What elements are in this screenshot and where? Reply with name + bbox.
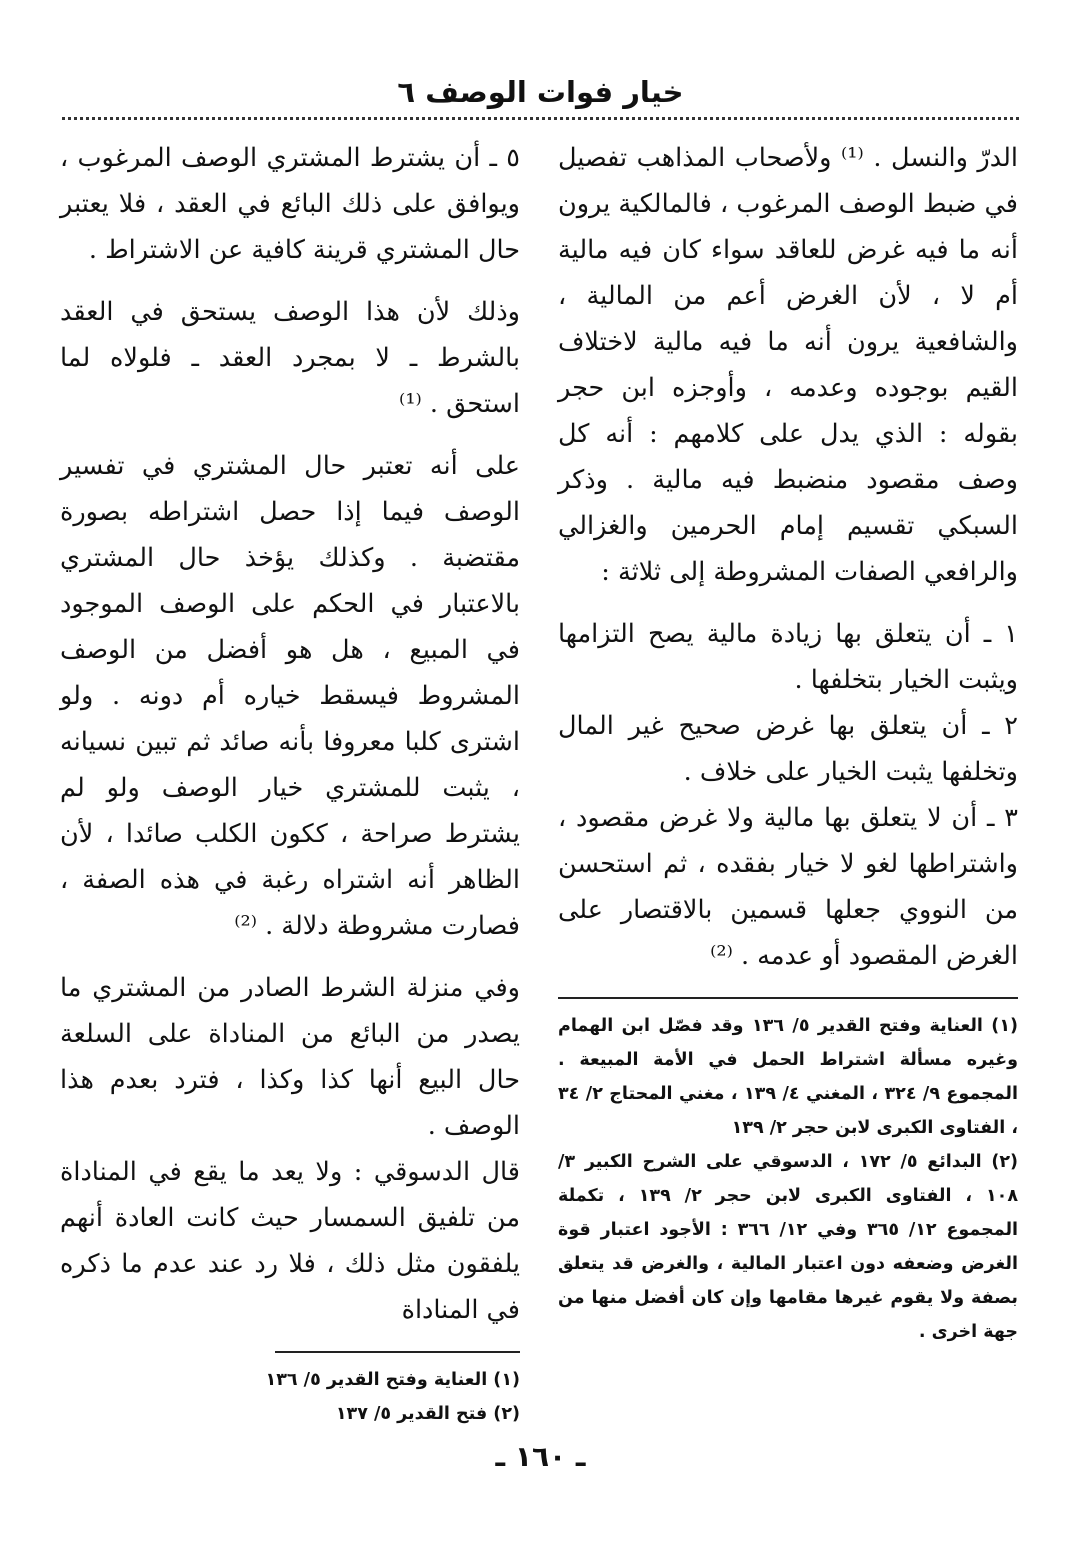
list-item-2: ٢ ـ أن يتعلق بها غرض صحيح غير المال وتخلفها يثبت الخيار على خلاف . [558, 711, 1018, 787]
footnote-2: (٢) البدائع ٥/ ١٧٢ ، الدسوقي على الشرح الكبير ٣/ ١٠٨ ، الفتاوى الكبرى لابن حجر ٢/ ١٣٩ ، تكملة المجموع ١٢/ ٣٦٥ وفي ١٢/ ٣٦٦ : الأجود اعتبار قوة الغرض وضعفه دون اعتبار المالية ، والغرض قد يتعلق بصفة ولا يقوم غيرها مقامها وإن كان أفضل منها من جهة اخرى . [558, 1152, 1019, 1342]
paragraph-intro: الدرّ والنسل . ⁽¹⁾ ولأصحاب المذاهب تفصيل في ضبط الوصف المرغوب ، فالمالكية يرون أنه ما فيه غرض للعاقد سواء كان فيه مالية أم لا ، لأن الغرض أعم من المالية ، والشافعية يرون أنه ما فيه مالية لاختلاف القيم بوجوده وعدمه ، وأوجزه ابن حجر بقوله : الذي يدل على كلامهم : أنه كل وصف مقصود منضبط فيه مالية . وذكر السبكي تقسيم إمام الحرمين والغزالي والرافعي الصفات المشروطة إلى ثلاثة : [558, 143, 1018, 587]
running-head: خيار فوات الوصف ٦ [397, 75, 684, 109]
paragraph-buyer-state: على أنه تعتبر حال المشتري في تفسير الوصف فيما إذا حصل اشتراطه بصورة مقتضبة . وكذلك يؤخذ حال المشتري بالاعتبار في الحكم على الوصف الموجود في المبيع ، هل هو أفضل من الوصف المشروط فيسقط خياره أم دونه . ولو اشترى كلبا معروفا بأنه صائد ثم تبين نسيانه ، يثبت للمشتري خيار الوصف ولو لم يشترط صراحة ، ككون الكلب صائدا ، لأن الظاهر أنه اشتراه رغبة في هذه الصفة ، فصارت مشروطة دلالة . ⁽²⁾ [60, 451, 520, 941]
footnote-2: (٢) فتح القدير ٥/ ١٣٧ [335, 1404, 520, 1424]
paragraph-dasuqi: قال الدسوقي : ولا يعد ما يقع في المناداة من تلفيق السمسار حيث كانت العادة أنهم يلفقون مثل ذلك ، فلا رد عند عدم ما ذكره في المناداة [60, 1157, 520, 1325]
list-item-5: ٥ ـ أن يشترط المشتري الوصف المرغوب ، ويوافق على ذلك البائع في العقد ، فلا يعتبر حال المشتري قرينة كافية عن الاشتراط . [60, 143, 520, 265]
list-item-1: ١ ـ أن يتعلق بها زيادة مالية يصح التزامها ويثبت الخيار بتخلفها . [558, 619, 1018, 695]
footnote-rule [275, 1351, 520, 1353]
footnote-rule [558, 997, 1018, 999]
footnote-1: (١) العناية وفتح القدير ٥/ ١٣٦ [265, 1370, 520, 1390]
paragraph-condition: وذلك لأن هذا الوصف يستحق في العقد بالشرط ـ لا بمجرد العقد ـ فلولاه لما استحق . ⁽¹⁾ [60, 297, 520, 419]
footnote-1: (١) العناية وفتح القدير ٥/ ١٣٦ وقد فصّل ابن الهمام وغيره مسألة اشتراط الحمل في الأمة المبيعة . المجموع ٩/ ٣٢٤ ، المغني ٤/ ١٣٩ ، مغني المحتاج ٢/ ٣٤ ، الفتاوى الكبرى لابن حجر ٢/ ١٣٩ [558, 1016, 1019, 1138]
left-column [60, 135, 520, 1431]
paragraph-seller-call: وفي منزلة الشرط الصادر من المشتري ما يصدر من البائع من المناداة على السلعة حال البيع أنها كذا وكذا ، فترد بعدم هذا الوصف . [60, 973, 520, 1141]
right-column [558, 135, 1018, 1349]
page-number: ـ ١٦٠ ـ [495, 1440, 586, 1473]
list-item-3: ٣ ـ أن لا يتعلق بها مالية ولا غرض مقصود ، واشتراطها لغو لا خيار بفقده ، ثم استحسن من النووي جعلها قسمين بالاقتصار على الغرض المقصود أو عدمه . ⁽²⁾ [558, 803, 1018, 971]
header-dotted-rule [62, 117, 1019, 120]
